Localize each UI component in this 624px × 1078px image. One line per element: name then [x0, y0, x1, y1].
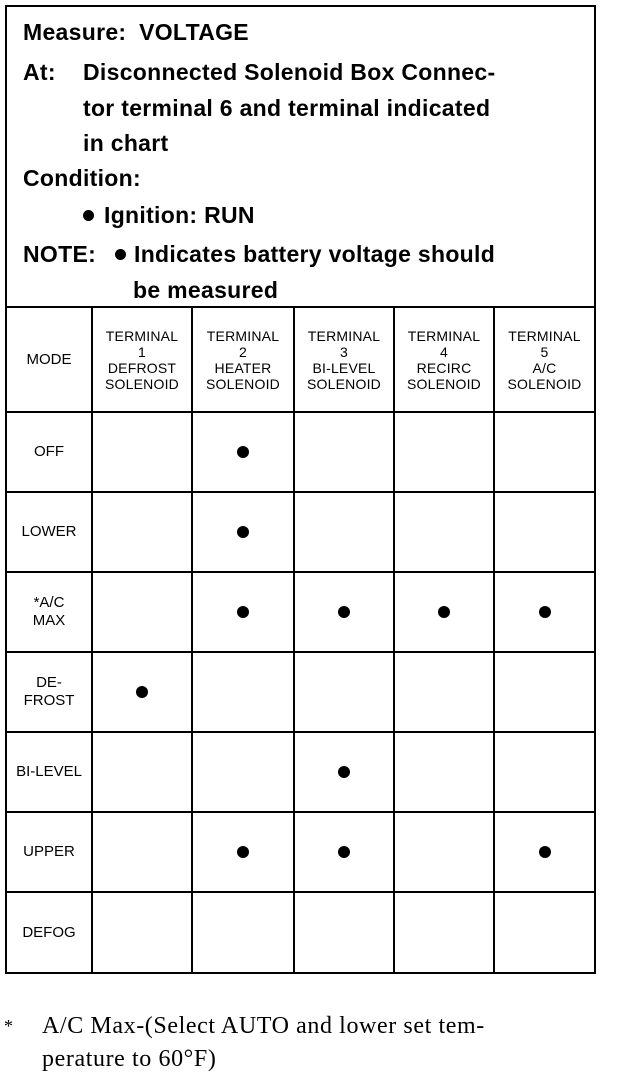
column-header-terminal-4 — [395, 308, 495, 413]
instructions-header — [7, 7, 594, 308]
table-cell — [193, 493, 295, 573]
table-cell — [395, 573, 495, 653]
table-cell — [495, 653, 594, 733]
row-label-line: DEFOG — [22, 924, 76, 941]
column-header-line2: 5 — [540, 343, 549, 360]
table-cell — [295, 893, 395, 973]
column-header-line2: 2 — [239, 343, 247, 360]
column-header-line2: 3 — [340, 343, 348, 360]
table-cell — [395, 493, 495, 573]
table-cell — [193, 653, 295, 733]
note-line-1 — [115, 241, 495, 268]
table-cell — [295, 573, 395, 653]
column-header-line3: DEFROST — [107, 359, 177, 376]
voltage-dot-icon — [338, 766, 350, 778]
table-cell — [495, 413, 594, 493]
table-cell — [295, 413, 395, 493]
column-header-line3: A/C — [532, 359, 557, 376]
table-cell — [395, 653, 495, 733]
row-label-line: DE- — [36, 674, 62, 691]
row-label — [7, 573, 93, 653]
table-cell — [93, 813, 193, 893]
voltage-dot-icon — [237, 526, 249, 538]
voltage-dot-icon — [539, 846, 551, 858]
table-cell — [495, 893, 594, 973]
measure-line — [23, 19, 249, 46]
row-label-line: *A/C — [33, 594, 65, 611]
column-header-line4: SOLENOID — [206, 375, 280, 392]
table-cell — [93, 893, 193, 973]
column-header-line1: TERMINAL — [307, 327, 381, 344]
table-cell — [495, 493, 594, 573]
bullet-icon — [115, 249, 126, 260]
voltage-dot-icon — [438, 606, 450, 618]
bullet-icon — [83, 210, 94, 221]
column-header-line4: SOLENOID — [407, 375, 481, 392]
column-header-line1: TERMINAL — [105, 327, 179, 344]
footnote-line-2: perature to 60°F) — [42, 1046, 217, 1072]
footnote-line-1: A/C Max-(Select AUTO and lower set tem- — [42, 1013, 485, 1039]
table-cell — [295, 813, 395, 893]
condition-item-text: Ignition: RUN — [104, 202, 255, 228]
column-header-terminal-2 — [193, 308, 295, 413]
voltage-dot-icon — [338, 606, 350, 618]
column-header-line2: 1 — [138, 343, 146, 360]
voltage-dot-icon — [136, 686, 148, 698]
table-cell — [93, 733, 193, 813]
table-cell — [193, 573, 295, 653]
table-cell — [93, 573, 193, 653]
voltage-dot-icon — [338, 846, 350, 858]
row-label — [7, 653, 93, 733]
row-label — [7, 413, 93, 493]
table-cell — [395, 893, 495, 973]
row-label-line: UPPER — [23, 843, 75, 860]
voltage-dot-icon — [237, 606, 249, 618]
note-label: NOTE: — [23, 241, 97, 267]
table-cell — [93, 653, 193, 733]
voltage-dot-icon — [539, 606, 551, 618]
voltage-dot-icon — [237, 446, 249, 458]
note-line-1-text: Indicates battery voltage should — [134, 241, 496, 267]
column-header-line1: TERMINAL — [407, 327, 481, 344]
column-header-line1: TERMINAL — [508, 327, 581, 344]
column-header-line3: BI-LEVEL — [312, 359, 376, 376]
table-cell — [395, 733, 495, 813]
condition-label: Condition: — [23, 165, 141, 191]
column-header-line2: 4 — [440, 343, 448, 360]
at-line-1: Disconnected Solenoid Box Connec- — [83, 59, 496, 85]
row-label — [7, 733, 93, 813]
table-cell — [193, 413, 295, 493]
column-header-terminal-3 — [295, 308, 395, 413]
row-label-line: MAX — [32, 612, 66, 629]
row-label-line: BI-LEVEL — [16, 763, 82, 780]
table-cell — [395, 413, 495, 493]
at-line-2: tor terminal 6 and terminal indicated — [83, 95, 491, 121]
table-cell — [295, 733, 395, 813]
mode-header: MODE — [7, 308, 93, 413]
measure-value: VOLTAGE — [139, 19, 249, 45]
measurement-chart — [5, 5, 596, 974]
column-header-line3: RECIRC — [416, 359, 472, 376]
column-header-terminal-5 — [495, 308, 594, 413]
column-header-line4: SOLENOID — [105, 375, 179, 392]
footnote-marker: * — [4, 1016, 14, 1036]
at-label: At: — [23, 59, 56, 85]
column-header-line3: HEATER — [214, 359, 272, 376]
table-cell — [193, 893, 295, 973]
row-label-line: FROST — [23, 692, 75, 709]
row-label — [7, 493, 93, 573]
table-cell — [93, 493, 193, 573]
column-header-line4: SOLENOID — [507, 375, 582, 392]
table-cell — [495, 813, 594, 893]
table-cell — [93, 413, 193, 493]
table-cell — [495, 573, 594, 653]
table-cell — [395, 813, 495, 893]
table-cell — [295, 653, 395, 733]
table-cell — [295, 493, 395, 573]
table-cell — [495, 733, 594, 813]
column-header-line1: TERMINAL — [206, 327, 280, 344]
note-line-2: be measured — [133, 277, 279, 303]
at-line-3: in chart — [83, 130, 169, 156]
row-label-line: OFF — [34, 443, 64, 460]
condition-item — [83, 202, 255, 229]
column-header-terminal-1 — [93, 308, 193, 413]
table-cell — [193, 733, 295, 813]
row-label — [7, 813, 93, 893]
voltage-dot-icon — [237, 846, 249, 858]
column-header-line4: SOLENOID — [307, 375, 381, 392]
table-cell — [193, 813, 295, 893]
measure-label: Measure: — [23, 19, 127, 45]
row-label — [7, 893, 93, 973]
row-label-line: LOWER — [21, 523, 77, 540]
